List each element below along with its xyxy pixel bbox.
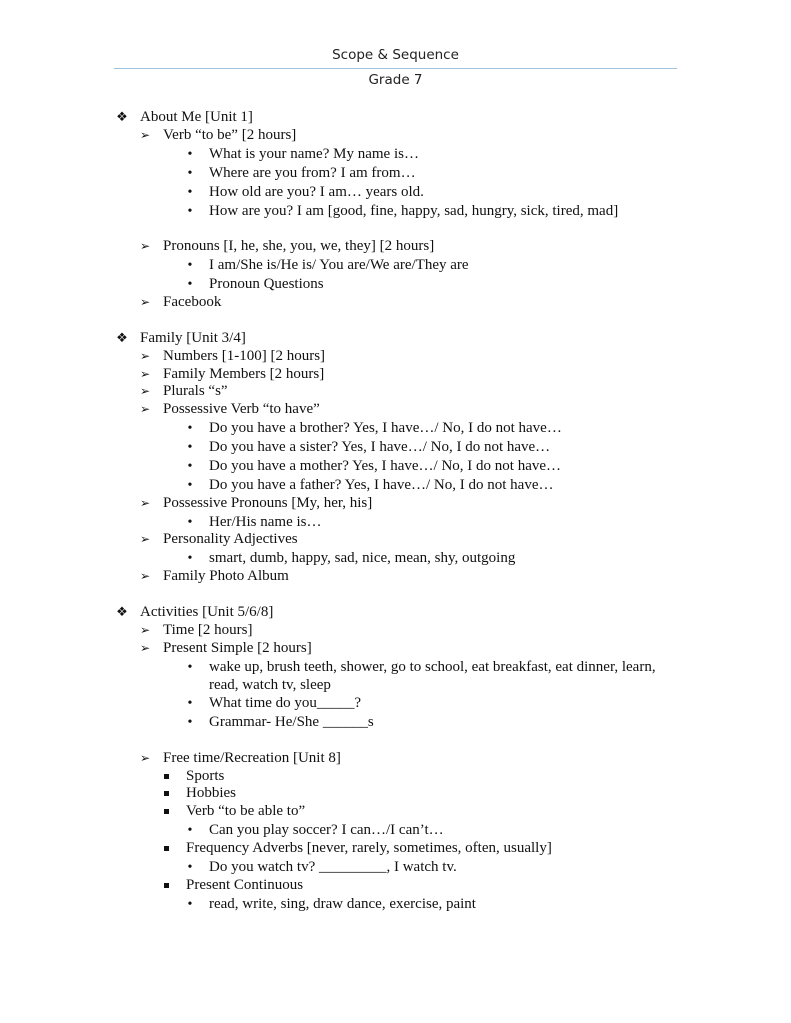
list-item: Pronoun Questions	[209, 276, 324, 292]
bullet-icon: •	[187, 258, 193, 273]
bullet-icon: •	[187, 459, 193, 474]
header-subtitle: Grade 7	[368, 72, 423, 88]
bullet-icon: •	[187, 823, 193, 838]
bullet-icon: •	[187, 696, 193, 711]
list-item: Do you watch tv? _________, I watch tv.	[209, 859, 457, 875]
subtopic-item: Frequency Adverbs [never, rarely, sometimes, often, usually]	[186, 840, 552, 856]
arrow-bullet-icon: ➢	[139, 402, 151, 416]
list-item: What is your name? My name is…	[209, 146, 419, 162]
arrow-bullet-icon: ➢	[139, 496, 151, 510]
square-bullet-icon	[164, 809, 169, 814]
square-bullet-icon	[164, 846, 169, 851]
arrow-bullet-icon: ➢	[139, 367, 151, 381]
list-item: smart, dumb, happy, sad, nice, mean, shy, outgoing	[209, 550, 516, 566]
diamond-bullet-icon: ❖	[116, 605, 128, 620]
bullet-icon: •	[187, 147, 193, 162]
list-item: Do you have a mother? Yes, I have…/ No, I do not have…	[209, 458, 562, 474]
topic-item: Verb “to be” [2 hours]	[163, 127, 297, 143]
arrow-bullet-icon: ➢	[139, 295, 151, 309]
arrow-bullet-icon: ➢	[139, 349, 151, 363]
topic-item: Family Members [2 hours]	[163, 366, 325, 382]
bullet-icon: •	[187, 277, 193, 292]
arrow-bullet-icon: ➢	[139, 641, 151, 655]
list-item: I am/She is/He is/ You are/We are/They are	[209, 257, 469, 273]
square-bullet-icon	[164, 774, 169, 779]
topic-item: Pronouns [I, he, she, you, we, they] [2 hours]	[163, 238, 435, 254]
unit-heading: Family [Unit 3/4]	[140, 330, 246, 346]
bullet-icon: •	[187, 897, 193, 912]
list-item: Do you have a father? Yes, I have…/ No, I do not have…	[209, 477, 554, 493]
header-title: Scope & Sequence	[332, 47, 459, 63]
bullet-icon: •	[187, 478, 193, 493]
list-item-continuation: read, watch tv, sleep	[209, 677, 331, 693]
arrow-bullet-icon: ➢	[139, 239, 151, 253]
topic-item: Plurals “s”	[163, 383, 228, 399]
bullet-icon: •	[187, 185, 193, 200]
topic-item: Numbers [1-100] [2 hours]	[163, 348, 326, 364]
subtopic-item: Present Continuous	[186, 877, 304, 893]
list-item: What time do you_____?	[209, 695, 362, 711]
topic-item: Present Simple [2 hours]	[163, 640, 312, 656]
list-item: How are you? I am [good, fine, happy, sad, hungry, sick, tired, mad]	[209, 203, 619, 219]
bullet-icon: •	[187, 715, 193, 730]
arrow-bullet-icon: ➢	[139, 569, 151, 583]
list-item: Do you have a brother? Yes, I have…/ No, I do not have…	[209, 420, 562, 436]
list-item: wake up, brush teeth, shower, go to school, eat breakfast, eat dinner, learn,	[209, 659, 656, 675]
unit-heading: About Me [Unit 1]	[140, 109, 253, 125]
topic-item: Possessive Pronouns [My, her, his]	[163, 495, 373, 511]
bullet-icon: •	[187, 515, 193, 530]
bullet-icon: •	[187, 860, 193, 875]
bullet-icon: •	[187, 166, 193, 181]
subtopic-item: Verb “to be able to”	[186, 803, 306, 819]
list-item: read, write, sing, draw dance, exercise, paint	[209, 896, 476, 912]
arrow-bullet-icon: ➢	[139, 751, 151, 765]
bullet-icon: •	[187, 440, 193, 455]
topic-item: Family Photo Album	[163, 568, 289, 584]
list-item: How old are you? I am… years old.	[209, 184, 424, 200]
list-item: Her/His name is…	[209, 514, 322, 530]
topic-item: Facebook	[163, 294, 222, 310]
subtopic-item: Sports	[186, 768, 225, 784]
bullet-icon: •	[187, 551, 193, 566]
square-bullet-icon	[164, 883, 169, 888]
diamond-bullet-icon: ❖	[116, 110, 128, 125]
bullet-icon: •	[187, 421, 193, 436]
topic-item: Free time/Recreation [Unit 8]	[163, 750, 341, 766]
diamond-bullet-icon: ❖	[116, 331, 128, 346]
list-item: Can you play soccer? I can…/I can’t…	[209, 822, 444, 838]
bullet-icon: •	[187, 204, 193, 219]
unit-heading: Activities [Unit 5/6/8]	[140, 604, 274, 620]
square-bullet-icon	[164, 791, 169, 796]
arrow-bullet-icon: ➢	[139, 128, 151, 142]
topic-item: Possessive Verb “to have”	[163, 401, 320, 417]
arrow-bullet-icon: ➢	[139, 384, 151, 398]
list-item: Grammar- He/She ______s	[209, 714, 374, 730]
arrow-bullet-icon: ➢	[139, 532, 151, 546]
topic-item: Personality Adjectives	[163, 531, 298, 547]
topic-item: Time [2 hours]	[163, 622, 253, 638]
bullet-icon: •	[187, 660, 193, 675]
list-item: Where are you from? I am from…	[209, 165, 416, 181]
list-item: Do you have a sister? Yes, I have…/ No, I do not have…	[209, 439, 551, 455]
arrow-bullet-icon: ➢	[139, 623, 151, 637]
subtopic-item: Hobbies	[186, 785, 236, 801]
